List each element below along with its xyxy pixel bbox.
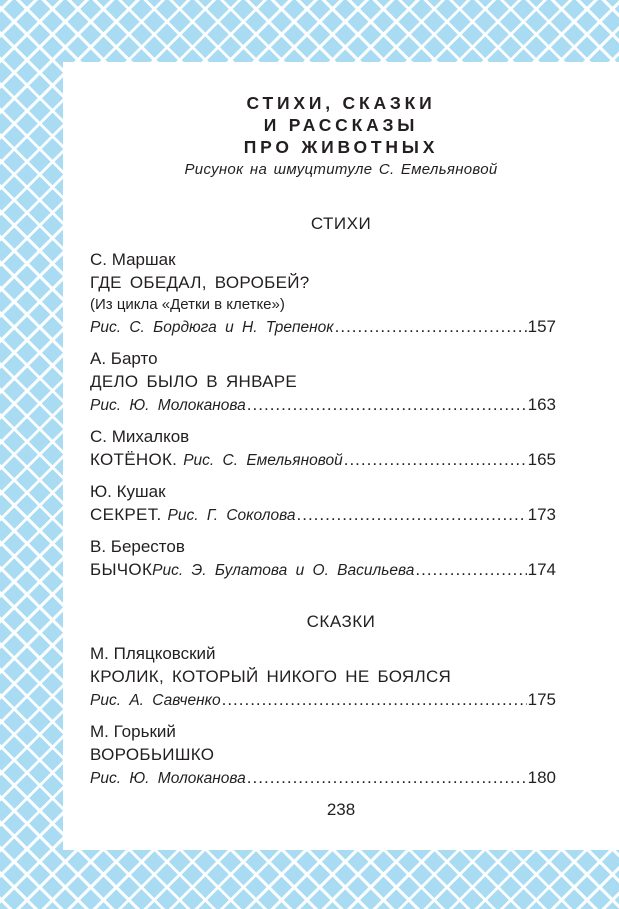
book-page: [63, 62, 619, 850]
entry-illustrator-row: [90, 448, 556, 473]
page-number: 238: [326, 800, 356, 819]
entry-page-number: 174: [527, 560, 556, 579]
entry-page-number: 175: [527, 690, 556, 709]
entry-illustrator-row: [90, 766, 556, 791]
entry-page-number: 173: [527, 505, 556, 524]
subsection-title-poems: СТИХИ: [310, 214, 372, 233]
section-heading-line: ПРО ЖИВОТНЫХ: [243, 137, 439, 157]
poems-list: [90, 248, 556, 590]
entry-illustrator-row: [90, 688, 556, 713]
entry-author: С. Маршак: [90, 250, 176, 269]
entry-note: (Из цикла «Детки в клетке»): [90, 296, 285, 313]
entry-title: СЕКРЕТ.: [90, 505, 162, 524]
dot-leader: [247, 766, 527, 790]
entry-illustrator: Рис. С. Бордюга и Н. Трепенок: [90, 319, 334, 336]
toc-entry: [90, 248, 556, 340]
entry-author: М. Пляцковский: [90, 644, 216, 663]
entry-title: БЫЧОК: [90, 560, 153, 579]
section-heading-line: И РАССКАЗЫ: [263, 115, 419, 135]
toc-entry: [90, 347, 556, 418]
entry-illustrator: Рис. Ю. Молоканова: [90, 770, 246, 787]
entry-title: КОТЁНОК.: [90, 450, 178, 469]
section-header: [63, 92, 619, 178]
entry-illustrator: Рис. Ю. Молоканова: [90, 397, 246, 414]
entry-illustrator: Рис. С. Емельяновой: [183, 452, 343, 469]
entry-page-number: 163: [527, 395, 556, 414]
illustration-credit: Рисунок на шмуцтитуле С. Емельяновой: [184, 161, 498, 178]
section-heading-line: СТИХИ, СКАЗКИ: [246, 93, 436, 113]
toc-entry: [90, 720, 556, 791]
entry-title: КРОЛИК, КОТОРЫЙ НИКОГО НЕ БОЯЛСЯ: [90, 667, 452, 686]
entry-illustrator: Рис. А. Савченко: [90, 692, 221, 709]
toc-entry: [90, 425, 556, 473]
dot-leader: [222, 688, 527, 712]
entry-illustrator: Рис. Э. Булатова и О. Васильева: [152, 562, 415, 579]
fairy-tales-list: [90, 642, 556, 798]
dot-leader: [344, 448, 527, 472]
subsection-title-fairy-tales: СКАЗКИ: [306, 612, 376, 631]
entry-illustrator: Рис. Г. Соколова: [167, 507, 296, 524]
entry-author: В. Берестов: [90, 537, 185, 556]
entry-author: Ю. Кушак: [90, 482, 166, 501]
toc-entry: [90, 642, 556, 713]
toc-entry: [90, 535, 556, 583]
dot-leader: [297, 503, 527, 527]
entry-page-number: 180: [527, 768, 556, 787]
entry-illustrator-row: [90, 558, 556, 583]
dot-leader: [247, 393, 527, 417]
toc-entry: [90, 480, 556, 528]
dot-leader: [415, 558, 526, 582]
entry-title: ДЕЛО БЫЛО В ЯНВАРЕ: [90, 372, 298, 391]
entry-title: ГДЕ ОБЕДАЛ, ВОРОБЕЙ?: [90, 273, 310, 292]
entry-illustrator-row: [90, 393, 556, 418]
entry-author: С. Михалков: [90, 427, 190, 446]
entry-author: А. Барто: [90, 349, 158, 368]
dot-leader: [335, 315, 527, 339]
entry-page-number: 165: [527, 450, 556, 469]
entry-illustrator-row: [90, 315, 556, 340]
entry-title: ВОРОБЬИШКО: [90, 745, 215, 764]
entry-illustrator-row: [90, 503, 556, 528]
entry-page-number: 157: [527, 317, 556, 336]
entry-author: М. Горький: [90, 722, 176, 741]
